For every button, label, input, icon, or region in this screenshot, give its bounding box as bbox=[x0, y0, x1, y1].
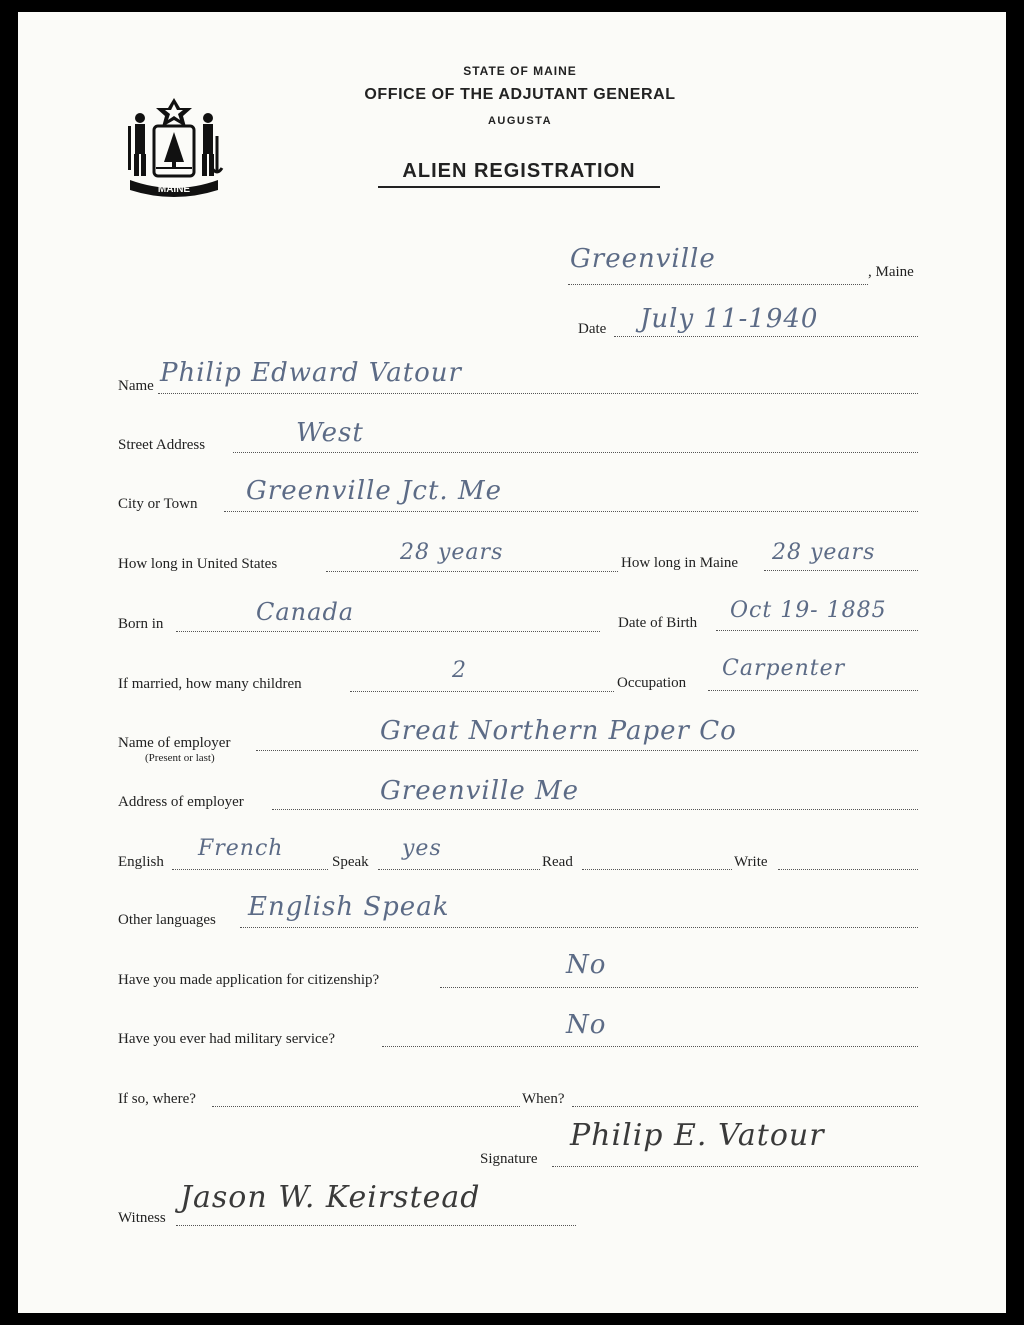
witness-value[interactable]: Jason W. Keirstead bbox=[180, 1180, 481, 1215]
form-page bbox=[18, 12, 1006, 1313]
children-line bbox=[350, 691, 614, 692]
header-office: OFFICE OF THE ADJUTANT GENERAL bbox=[364, 86, 676, 103]
english-value[interactable]: French bbox=[198, 836, 284, 861]
how-long-us-label: How long in United States bbox=[118, 556, 278, 572]
write-line bbox=[778, 869, 918, 870]
employer-address-label: Address of employer bbox=[118, 794, 244, 810]
other-languages-value[interactable]: English Speak bbox=[248, 892, 450, 922]
born-in-value[interactable]: Canada bbox=[256, 598, 355, 626]
name-label: Name bbox=[118, 378, 154, 394]
place-value[interactable]: Greenville bbox=[570, 244, 716, 274]
english-line bbox=[172, 869, 328, 870]
citizenship-app-label: Have you made application for citizenship? bbox=[118, 972, 380, 988]
other-languages-line bbox=[240, 927, 918, 928]
citizenship-app-line bbox=[440, 987, 918, 988]
maine-state-seal-icon bbox=[120, 96, 228, 200]
place-line bbox=[568, 284, 868, 285]
date-of-birth-label: Date of Birth bbox=[618, 615, 698, 631]
employer-line bbox=[256, 750, 918, 751]
speak-line bbox=[378, 869, 540, 870]
employer-address-value[interactable]: Greenville Me bbox=[380, 776, 580, 806]
how-long-maine-label: How long in Maine bbox=[621, 555, 739, 571]
city-town-line bbox=[224, 511, 918, 512]
if-so-where-line bbox=[212, 1106, 520, 1107]
date-label: Date bbox=[578, 321, 607, 337]
name-line bbox=[158, 393, 918, 394]
how-long-us-value[interactable]: 28 years bbox=[400, 540, 504, 565]
form-title: ALIEN REGISTRATION bbox=[378, 160, 660, 188]
how-long-maine-line bbox=[764, 570, 918, 571]
seal-banner-text: MAINE bbox=[157, 184, 191, 195]
born-in-label: Born in bbox=[118, 616, 164, 632]
occupation-line bbox=[708, 690, 918, 691]
signature-label: Signature bbox=[480, 1151, 538, 1167]
witness-line bbox=[176, 1225, 576, 1226]
how-long-us-line bbox=[326, 571, 618, 572]
military-value[interactable]: No bbox=[566, 1010, 607, 1040]
children-label: If married, how many children bbox=[118, 676, 302, 692]
military-label: Have you ever had military service? bbox=[118, 1031, 335, 1047]
speak-label: Speak bbox=[332, 854, 369, 870]
military-line bbox=[382, 1046, 918, 1047]
city-town-value[interactable]: Greenville Jct. Me bbox=[246, 476, 502, 506]
employer-sublabel: (Present or last) bbox=[145, 752, 215, 764]
signature-line bbox=[552, 1166, 918, 1167]
street-address-value[interactable]: West bbox=[296, 418, 364, 448]
english-label: English bbox=[118, 854, 164, 870]
city-town-label: City or Town bbox=[118, 496, 198, 512]
how-long-maine-value[interactable]: 28 years bbox=[772, 540, 876, 565]
date-of-birth-value[interactable]: Oct 19- 1885 bbox=[730, 598, 887, 623]
place-label: , Maine bbox=[868, 264, 914, 280]
date-of-birth-line bbox=[716, 630, 918, 631]
write-label: Write bbox=[734, 854, 768, 870]
witness-label: Witness bbox=[118, 1210, 166, 1226]
occupation-value[interactable]: Carpenter bbox=[722, 656, 846, 681]
date-value[interactable]: July 11-1940 bbox=[640, 304, 819, 334]
when-label: When? bbox=[522, 1091, 565, 1107]
read-line bbox=[582, 869, 732, 870]
occupation-label: Occupation bbox=[617, 675, 687, 691]
speak-value[interactable]: yes bbox=[402, 836, 442, 861]
read-label: Read bbox=[542, 854, 573, 870]
employer-address-line bbox=[272, 809, 918, 810]
born-in-line bbox=[176, 631, 600, 632]
employer-label: Name of employer bbox=[118, 735, 231, 751]
when-line bbox=[572, 1106, 918, 1107]
children-value[interactable]: 2 bbox=[452, 658, 467, 683]
date-line bbox=[614, 336, 918, 337]
street-address-label: Street Address bbox=[118, 437, 206, 453]
signature-value[interactable]: Philip E. Vatour bbox=[570, 1118, 825, 1153]
if-so-where-label: If so, where? bbox=[118, 1091, 196, 1107]
employer-value[interactable]: Great Northern Paper Co bbox=[380, 716, 737, 746]
header-state: STATE OF MAINE bbox=[463, 64, 577, 78]
other-languages-label: Other languages bbox=[118, 912, 216, 928]
name-value[interactable]: Philip Edward Vatour bbox=[160, 358, 462, 388]
header-city: AUGUSTA bbox=[487, 115, 553, 127]
street-address-line bbox=[233, 452, 918, 453]
citizenship-app-value[interactable]: No bbox=[566, 950, 607, 980]
